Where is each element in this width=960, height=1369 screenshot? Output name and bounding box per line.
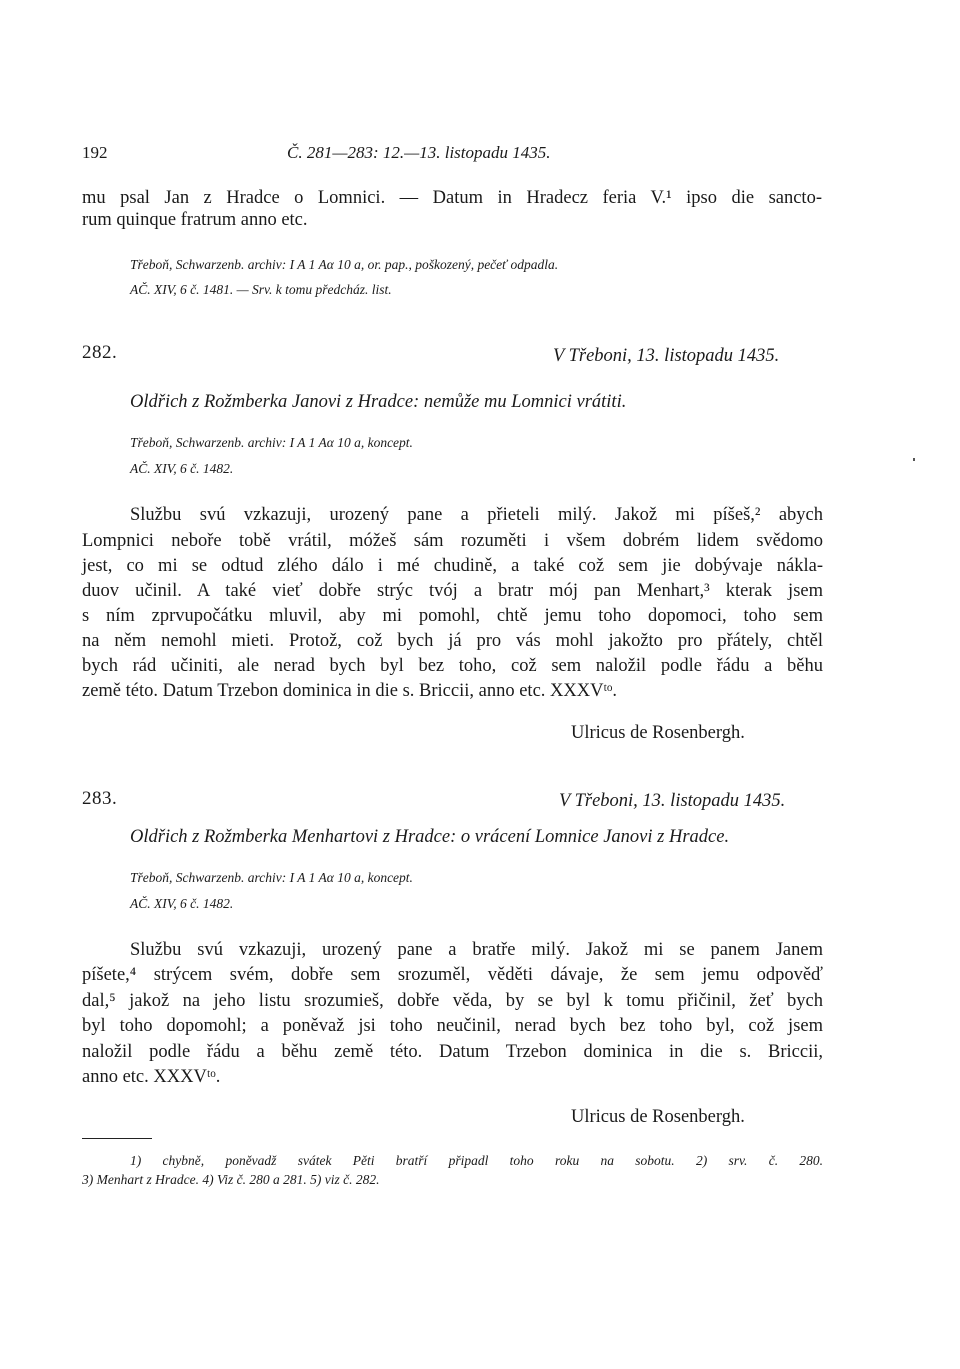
doc282-place-date: V Třeboni, 13. listopadu 1435. bbox=[553, 346, 780, 366]
doc283-number: 283. bbox=[82, 788, 118, 809]
footnote-rule bbox=[82, 1138, 152, 1139]
doc283-body-line-1: Službu svú vzkazuji, urozený pane a bratře milý. Jakož mi se panem Janem bbox=[130, 940, 823, 960]
doc281-source-1: Třeboň, Schwarzenb. archiv: I A 1 Aα 10 a, or. pap., poškozený, pečeť odpadla. bbox=[130, 257, 559, 272]
doc282-summary: Oldřich z Rožmberka Janovi z Hradce: nemůže mu Lomnici vrátiti. bbox=[130, 392, 627, 412]
doc282-body-line-3: jest, co mi se odtud zlého dálo i mé chudině, a také což sem jie dobývaje nákla- bbox=[82, 556, 823, 576]
doc282-body-line-7: bych rád učiniti, ale nerad bych byl bez toho, což sem naložil podle řádu a běhu bbox=[82, 656, 823, 676]
doc283-summary: Oldřich z Rožmberka Menhartovi z Hradce: o vrácení Lomnice Janovi z Hradce. bbox=[130, 827, 730, 847]
doc282-body-line-2: Lompnici neboře tobě vrátil, móžeš sám rozuměti i všem dobrém lidem svědomo bbox=[82, 531, 823, 551]
doc283-place-date: V Třeboni, 13. listopadu 1435. bbox=[559, 791, 786, 811]
doc282-source-1: Třeboň, Schwarzenb. archiv: I A 1 Aα 10 a, koncept. bbox=[130, 435, 413, 450]
doc282-body-line-5: s ním zprvupočátku mluvil, aby mi pomohl, chtě jemu toho dopomoci, toho sem bbox=[82, 606, 823, 626]
doc283-source-2: AČ. XIV, 6 č. 1482. bbox=[130, 896, 234, 911]
page-number: 192 bbox=[82, 143, 108, 162]
doc281-line-1: mu psal Jan z Hradce o Lomnici. — Datum in Hradecz feria V.¹ ipso die sancto- bbox=[82, 188, 822, 208]
doc282-signature: Ulricus de Rosenbergh. bbox=[571, 723, 745, 743]
doc283-body-line-4: byl toho dopomohl; a poněvaž jsi toho neučinil, nerad bych bez toho byl, což jsem bbox=[82, 1016, 823, 1036]
doc282-body-line-4: duov učinil. A také vieť dobře strýc tvój a bratr mój pan Menhart,³ kterak jsem bbox=[82, 581, 823, 601]
doc283-body-line-2: píšete,⁴ strýcem svém, dobře sem srozuměl, věděti dávaje, že sem jemu odpověď bbox=[82, 965, 823, 985]
doc283-body-line-6: anno etc. XXXVᵗᵒ. bbox=[82, 1067, 221, 1087]
doc283-signature: Ulricus de Rosenbergh. bbox=[571, 1107, 745, 1127]
running-title: Č. 281—283: 12.—13. listopadu 1435. bbox=[287, 143, 551, 162]
doc283-body-line-3: dal,⁵ jakož na jeho listu srozumieš, dobře věda, by se byl k tomu přičinil, žeť bych bbox=[82, 991, 823, 1011]
doc282-source-2: AČ. XIV, 6 č. 1482. bbox=[130, 461, 234, 476]
doc283-body-line-5: naložil podle řádu a běhu země této. Datum Trzebon dominica in die s. Briccii, bbox=[82, 1042, 823, 1062]
footnote-line-2: 3) Menhart z Hradce. 4) Viz č. 280 a 281. 5) viz č. 282. bbox=[82, 1172, 380, 1187]
paper-speck bbox=[913, 458, 915, 461]
doc283-source-1: Třeboň, Schwarzenb. archiv: I A 1 Aα 10 a, koncept. bbox=[130, 870, 413, 885]
doc282-number: 282. bbox=[82, 342, 118, 363]
footnote-line-1: 1) chybně, poněvadž svátek Pěti bratří připadl toho roku na sobotu. 2) srv. č. 280. bbox=[130, 1153, 823, 1168]
doc281-source-2: AČ. XIV, 6 č. 1481. — Srv. k tomu předcház. list. bbox=[130, 282, 392, 297]
doc282-body-line-6: na něm nemohl mieti. Protož, což bych já pro vás mohl jakožto pro přátely, chtěl bbox=[82, 631, 823, 651]
doc282-body-line-8: země této. Datum Trzebon dominica in die s. Briccii, anno etc. XXXVᵗᵒ. bbox=[82, 681, 617, 701]
doc281-line-2: rum quinque fratrum anno etc. bbox=[82, 210, 308, 230]
doc282-body-line-1: Službu svú vzkazuji, urozený pane a přieteli milý. Jakož mi píšeš,² abych bbox=[130, 505, 823, 525]
